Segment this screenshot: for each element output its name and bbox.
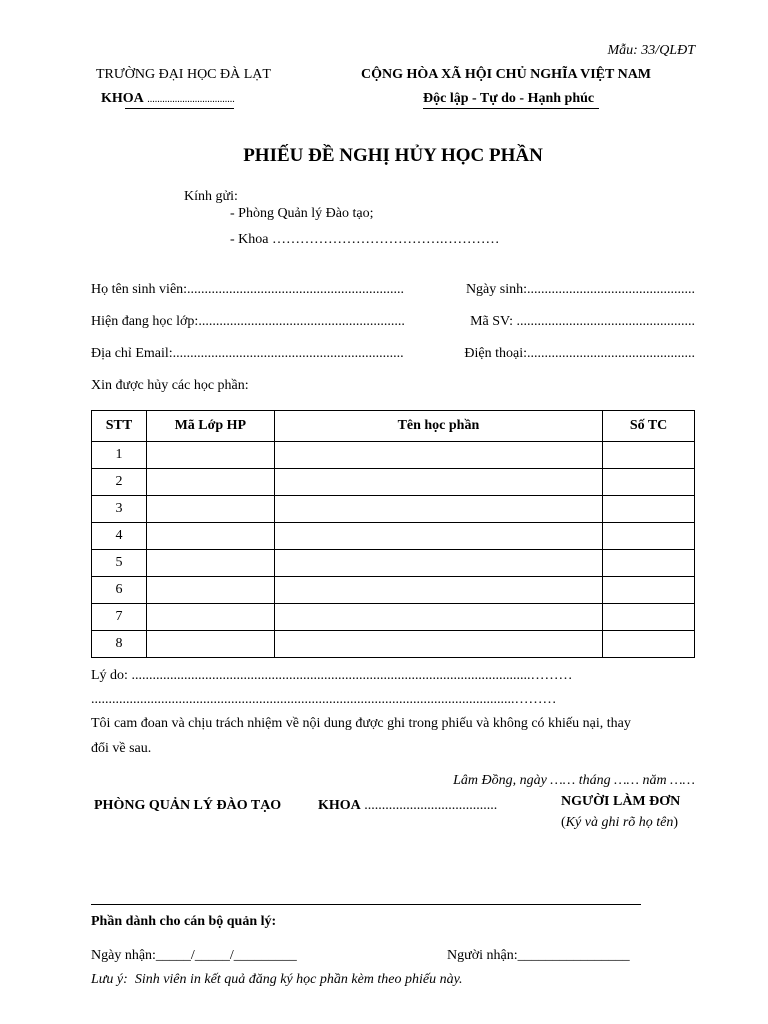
email-field[interactable]: Địa chỉ Email:.................................................................. bbox=[91, 346, 404, 361]
faculty-dots: ................................... bbox=[147, 94, 235, 105]
office-signature-label: PHÒNG QUẢN LÝ ĐÀO TẠO bbox=[94, 798, 282, 813]
credits-cell[interactable] bbox=[603, 604, 695, 631]
receiver-field[interactable]: Người nhận:________________ bbox=[447, 948, 630, 963]
class-code-cell[interactable] bbox=[146, 550, 274, 577]
motto-underline bbox=[423, 108, 599, 109]
row-number: 5 bbox=[92, 550, 147, 577]
class-code-cell[interactable] bbox=[146, 523, 274, 550]
credits-cell[interactable] bbox=[603, 496, 695, 523]
class-code-cell[interactable] bbox=[146, 442, 274, 469]
row-number: 7 bbox=[92, 604, 147, 631]
row-number: 6 bbox=[92, 577, 147, 604]
table-row bbox=[92, 523, 695, 550]
phone-field[interactable]: Điện thoại:................................................ bbox=[464, 346, 695, 361]
course-name-cell[interactable] bbox=[274, 577, 602, 604]
course-name-cell[interactable] bbox=[274, 523, 602, 550]
commitment-line-1: Tôi cam đoan và chịu trách nhiệm về nội dung được ghi trong phiếu và không có khiếu nại, thay bbox=[91, 716, 631, 731]
header-left-underline bbox=[125, 108, 234, 109]
table-row bbox=[92, 442, 695, 469]
class-field[interactable]: Hiện đang học lớp:........................................................... bbox=[91, 314, 405, 329]
header-class-code: Mã Lớp HP bbox=[146, 411, 274, 442]
addressee-faculty: - Khoa ……………………………….………… bbox=[230, 232, 500, 247]
course-name-cell[interactable] bbox=[274, 469, 602, 496]
applicant-note-text: Ký và ghi rõ họ tên bbox=[565, 815, 674, 830]
university-name: TRƯỜNG ĐẠI HỌC ĐÀ LẠT bbox=[96, 67, 271, 82]
republic-title: CỘNG HÒA XÃ HỘI CHỦ NGHĨA VIỆT NAM bbox=[361, 67, 652, 82]
applicant-signature-label: NGƯỜI LÀM ĐƠN bbox=[561, 794, 681, 809]
motto: Độc lập - Tự do - Hạnh phúc bbox=[423, 91, 595, 106]
faculty-header bbox=[101, 91, 235, 107]
credits-cell[interactable] bbox=[603, 550, 695, 577]
form-code: Mẫu: 33/QLĐT bbox=[607, 43, 695, 58]
class-code-cell[interactable] bbox=[146, 469, 274, 496]
fullname-field[interactable]: Họ tên sinh viên:.............................................................. bbox=[91, 282, 405, 297]
course-name-cell[interactable] bbox=[274, 631, 602, 658]
page-title: PHIẾU ĐỀ NGHỊ HỦY HỌC PHẦN bbox=[243, 145, 543, 166]
table-row bbox=[92, 577, 695, 604]
row-number: 3 bbox=[92, 496, 147, 523]
table-row bbox=[92, 631, 695, 658]
date-line: Lâm Đồng, ngày …… tháng …… năm …… bbox=[453, 773, 695, 788]
course-name-cell[interactable] bbox=[274, 604, 602, 631]
row-number: 2 bbox=[92, 469, 147, 496]
credits-cell[interactable] bbox=[603, 631, 695, 658]
course-name-cell[interactable] bbox=[274, 442, 602, 469]
credits-cell[interactable] bbox=[603, 577, 695, 604]
footer-note bbox=[91, 972, 463, 988]
course-name-cell[interactable] bbox=[274, 496, 602, 523]
commitment-line-2: đổi về sau. bbox=[91, 741, 152, 756]
faculty-signature-dots: ...................................... bbox=[364, 798, 498, 813]
credits-cell[interactable] bbox=[603, 442, 695, 469]
request-text: Xin được hủy các học phần: bbox=[91, 378, 249, 393]
class-code-cell[interactable] bbox=[146, 577, 274, 604]
course-table bbox=[91, 410, 695, 658]
table-header-row bbox=[92, 411, 695, 442]
header-course-name: Tên học phần bbox=[274, 411, 602, 442]
applicant-note-open: ( bbox=[561, 815, 566, 830]
greeting: Kính gửi: bbox=[184, 189, 238, 204]
student-id-field[interactable]: Mã SV: ................................................... bbox=[470, 314, 695, 329]
footer-note-text: Sinh viên in kết quả đăng ký học phần kèm theo phiếu này. bbox=[134, 972, 463, 987]
class-code-cell[interactable] bbox=[146, 631, 274, 658]
reason-line-1[interactable]: Lý do: ..................................................................................................................……… bbox=[91, 668, 573, 683]
applicant-note bbox=[561, 815, 678, 831]
header-stt: STT bbox=[92, 411, 147, 442]
table-row bbox=[92, 550, 695, 577]
credits-cell[interactable] bbox=[603, 469, 695, 496]
row-number: 8 bbox=[92, 631, 147, 658]
admin-divider bbox=[91, 904, 641, 905]
course-name-cell[interactable] bbox=[274, 550, 602, 577]
footer-note-label: Lưu ý: bbox=[91, 972, 128, 987]
faculty-signature bbox=[318, 798, 497, 814]
addressee-office: - Phòng Quản lý Đào tạo; bbox=[230, 206, 374, 221]
header-credits: Số TC bbox=[603, 411, 695, 442]
reason-line-2[interactable]: .........................................................................................................................……… bbox=[91, 692, 557, 707]
faculty-label: KHOA bbox=[101, 91, 144, 106]
class-code-cell[interactable] bbox=[146, 496, 274, 523]
credits-cell[interactable] bbox=[603, 523, 695, 550]
class-code-cell[interactable] bbox=[146, 604, 274, 631]
applicant-note-close: ) bbox=[673, 815, 679, 830]
table-row bbox=[92, 496, 695, 523]
received-date-field[interactable]: Ngày nhận:_____/_____/_________ bbox=[91, 948, 297, 963]
faculty-signature-label: KHOA bbox=[318, 798, 361, 813]
table-row bbox=[92, 469, 695, 496]
row-number: 4 bbox=[92, 523, 147, 550]
table-row bbox=[92, 604, 695, 631]
dob-field[interactable]: Ngày sinh:................................................ bbox=[465, 282, 695, 297]
row-number: 1 bbox=[92, 442, 147, 469]
admin-section-title: Phần dành cho cán bộ quản lý: bbox=[91, 914, 277, 929]
